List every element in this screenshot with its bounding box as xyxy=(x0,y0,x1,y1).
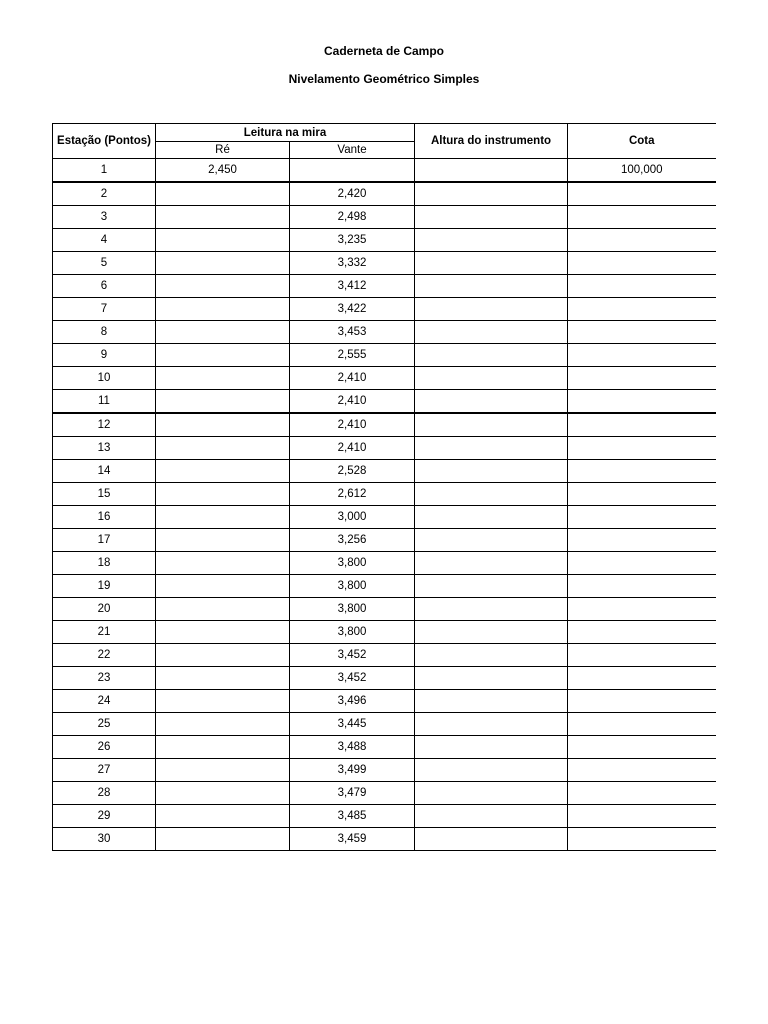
table-row xyxy=(53,575,716,598)
cell-cota xyxy=(568,506,716,529)
column-header-station: Estação (Pontos) xyxy=(53,124,156,159)
table-row xyxy=(53,667,716,690)
cell-station: 26 xyxy=(53,736,156,759)
table-row xyxy=(53,182,716,206)
table-row xyxy=(53,390,716,414)
cell-re xyxy=(156,805,290,828)
cell-station: 9 xyxy=(53,344,156,367)
cell-cota xyxy=(568,690,716,713)
cell-station: 2 xyxy=(53,182,156,206)
cell-vante: 3,000 xyxy=(290,506,415,529)
cell-re xyxy=(156,367,290,390)
cell-vante xyxy=(290,159,415,183)
cell-cota xyxy=(568,275,716,298)
cell-cota xyxy=(568,344,716,367)
cell-instrument-height xyxy=(415,229,568,252)
cell-vante: 3,800 xyxy=(290,552,415,575)
cell-instrument-height xyxy=(415,367,568,390)
cell-re xyxy=(156,275,290,298)
cell-vante: 2,420 xyxy=(290,182,415,206)
cell-instrument-height xyxy=(415,252,568,275)
cell-instrument-height xyxy=(415,736,568,759)
cell-re xyxy=(156,298,290,321)
table-row xyxy=(53,690,716,713)
cell-instrument-height xyxy=(415,529,568,552)
cell-re xyxy=(156,390,290,414)
cell-instrument-height xyxy=(415,206,568,229)
cell-cota xyxy=(568,298,716,321)
cell-cota xyxy=(568,460,716,483)
cell-cota xyxy=(568,828,716,851)
cell-station: 11 xyxy=(53,390,156,414)
column-header-instrument-height: Altura do instrumento xyxy=(415,124,568,159)
leveling-table xyxy=(52,123,716,851)
cell-station: 3 xyxy=(53,206,156,229)
cell-station: 10 xyxy=(53,367,156,390)
cell-vante: 3,445 xyxy=(290,713,415,736)
table-row xyxy=(53,598,716,621)
cell-vante: 3,422 xyxy=(290,298,415,321)
cell-re xyxy=(156,621,290,644)
cell-cota xyxy=(568,552,716,575)
cell-vante: 3,235 xyxy=(290,229,415,252)
cell-instrument-height xyxy=(415,828,568,851)
cell-vante: 3,459 xyxy=(290,828,415,851)
cell-instrument-height xyxy=(415,344,568,367)
table-row xyxy=(53,252,716,275)
table-row xyxy=(53,206,716,229)
cell-instrument-height xyxy=(415,275,568,298)
cell-vante: 2,498 xyxy=(290,206,415,229)
table-row xyxy=(53,529,716,552)
cell-instrument-height xyxy=(415,667,568,690)
table-row xyxy=(53,805,716,828)
table-row xyxy=(53,552,716,575)
cell-vante: 3,499 xyxy=(290,759,415,782)
cell-instrument-height xyxy=(415,621,568,644)
cell-re xyxy=(156,321,290,344)
cell-cota xyxy=(568,713,716,736)
column-header-reading-group: Leitura na mira xyxy=(156,124,415,142)
table-row xyxy=(53,782,716,805)
cell-re xyxy=(156,667,290,690)
cell-vante: 3,332 xyxy=(290,252,415,275)
cell-cota xyxy=(568,229,716,252)
cell-vante: 3,256 xyxy=(290,529,415,552)
cell-re xyxy=(156,644,290,667)
cell-re xyxy=(156,529,290,552)
cell-re xyxy=(156,344,290,367)
cell-re xyxy=(156,182,290,206)
cell-re xyxy=(156,483,290,506)
cell-cota xyxy=(568,367,716,390)
cell-instrument-height xyxy=(415,159,568,183)
cell-vante: 3,479 xyxy=(290,782,415,805)
cell-vante: 3,488 xyxy=(290,736,415,759)
cell-re xyxy=(156,575,290,598)
column-header-vante: Vante xyxy=(290,142,415,159)
cell-cota xyxy=(568,483,716,506)
table-row xyxy=(53,621,716,644)
cell-station: 18 xyxy=(53,552,156,575)
cell-vante: 2,410 xyxy=(290,367,415,390)
table-row xyxy=(53,275,716,298)
table-row xyxy=(53,644,716,667)
table-row xyxy=(53,367,716,390)
cell-cota xyxy=(568,736,716,759)
cell-cota xyxy=(568,529,716,552)
cell-cota xyxy=(568,621,716,644)
cell-vante: 2,612 xyxy=(290,483,415,506)
cell-cota xyxy=(568,598,716,621)
cell-cota xyxy=(568,437,716,460)
cell-vante: 3,800 xyxy=(290,621,415,644)
cell-instrument-height xyxy=(415,782,568,805)
column-header-re: Ré xyxy=(156,142,290,159)
cell-re xyxy=(156,437,290,460)
cell-instrument-height xyxy=(415,298,568,321)
cell-re xyxy=(156,206,290,229)
cell-vante: 2,410 xyxy=(290,413,415,437)
cell-cota xyxy=(568,644,716,667)
cell-station: 24 xyxy=(53,690,156,713)
cell-station: 21 xyxy=(53,621,156,644)
cell-station: 28 xyxy=(53,782,156,805)
cell-station: 1 xyxy=(53,159,156,183)
cell-instrument-height xyxy=(415,805,568,828)
cell-cota xyxy=(568,413,716,437)
cell-station: 19 xyxy=(53,575,156,598)
cell-vante: 3,485 xyxy=(290,805,415,828)
cell-cota xyxy=(568,182,716,206)
cell-re xyxy=(156,759,290,782)
cell-vante: 3,453 xyxy=(290,321,415,344)
cell-instrument-height xyxy=(415,437,568,460)
table-row xyxy=(53,506,716,529)
cell-instrument-height xyxy=(415,598,568,621)
document-title: Caderneta de Campo xyxy=(323,44,445,58)
cell-station: 25 xyxy=(53,713,156,736)
cell-re xyxy=(156,782,290,805)
cell-cota xyxy=(568,759,716,782)
cell-station: 16 xyxy=(53,506,156,529)
table-row xyxy=(53,413,716,437)
cell-station: 20 xyxy=(53,598,156,621)
cell-station: 15 xyxy=(53,483,156,506)
cell-instrument-height xyxy=(415,182,568,206)
cell-re xyxy=(156,828,290,851)
cell-station: 5 xyxy=(53,252,156,275)
cell-instrument-height xyxy=(415,413,568,437)
cell-cota xyxy=(568,667,716,690)
cell-station: 30 xyxy=(53,828,156,851)
cell-station: 29 xyxy=(53,805,156,828)
cell-cota: 100,000 xyxy=(568,159,716,183)
table-row xyxy=(53,483,716,506)
cell-re xyxy=(156,552,290,575)
cell-station: 23 xyxy=(53,667,156,690)
cell-instrument-height xyxy=(415,506,568,529)
cell-station: 27 xyxy=(53,759,156,782)
table-row xyxy=(53,437,716,460)
cell-station: 17 xyxy=(53,529,156,552)
cell-cota xyxy=(568,252,716,275)
cell-vante: 2,410 xyxy=(290,437,415,460)
cell-vante: 3,452 xyxy=(290,667,415,690)
table-row xyxy=(53,321,716,344)
cell-cota xyxy=(568,321,716,344)
cell-instrument-height xyxy=(415,644,568,667)
cell-instrument-height xyxy=(415,390,568,414)
cell-re xyxy=(156,506,290,529)
cell-instrument-height xyxy=(415,321,568,344)
cell-re: 2,450 xyxy=(156,159,290,183)
cell-re xyxy=(156,252,290,275)
cell-instrument-height xyxy=(415,759,568,782)
cell-cota xyxy=(568,206,716,229)
cell-instrument-height xyxy=(415,552,568,575)
cell-vante: 3,412 xyxy=(290,275,415,298)
cell-vante: 2,410 xyxy=(290,390,415,414)
cell-vante: 2,555 xyxy=(290,344,415,367)
cell-instrument-height xyxy=(415,690,568,713)
cell-vante: 3,800 xyxy=(290,598,415,621)
cell-instrument-height xyxy=(415,713,568,736)
cell-cota xyxy=(568,390,716,414)
cell-station: 22 xyxy=(53,644,156,667)
cell-station: 8 xyxy=(53,321,156,344)
table-row xyxy=(53,298,716,321)
cell-station: 14 xyxy=(53,460,156,483)
table-row xyxy=(53,759,716,782)
document-subtitle: Nivelamento Geométrico Simples xyxy=(288,72,480,86)
table-row xyxy=(53,344,716,367)
cell-station: 6 xyxy=(53,275,156,298)
cell-re xyxy=(156,690,290,713)
table-row xyxy=(53,713,716,736)
table-row xyxy=(53,736,716,759)
cell-cota xyxy=(568,805,716,828)
cell-vante: 2,528 xyxy=(290,460,415,483)
table-row xyxy=(53,159,716,183)
table-row xyxy=(53,460,716,483)
cell-re xyxy=(156,713,290,736)
header-row xyxy=(53,124,716,142)
cell-instrument-height xyxy=(415,483,568,506)
cell-station: 13 xyxy=(53,437,156,460)
cell-station: 12 xyxy=(53,413,156,437)
cell-instrument-height xyxy=(415,460,568,483)
cell-vante: 3,496 xyxy=(290,690,415,713)
cell-re xyxy=(156,460,290,483)
cell-cota xyxy=(568,782,716,805)
cell-station: 4 xyxy=(53,229,156,252)
cell-station: 7 xyxy=(53,298,156,321)
cell-re xyxy=(156,229,290,252)
cell-re xyxy=(156,736,290,759)
cell-cota xyxy=(568,575,716,598)
cell-vante: 3,800 xyxy=(290,575,415,598)
cell-instrument-height xyxy=(415,575,568,598)
cell-re xyxy=(156,413,290,437)
cell-vante: 3,452 xyxy=(290,644,415,667)
cell-re xyxy=(156,598,290,621)
table-row xyxy=(53,229,716,252)
column-header-cota: Cota xyxy=(568,124,716,159)
table-row xyxy=(53,828,716,851)
